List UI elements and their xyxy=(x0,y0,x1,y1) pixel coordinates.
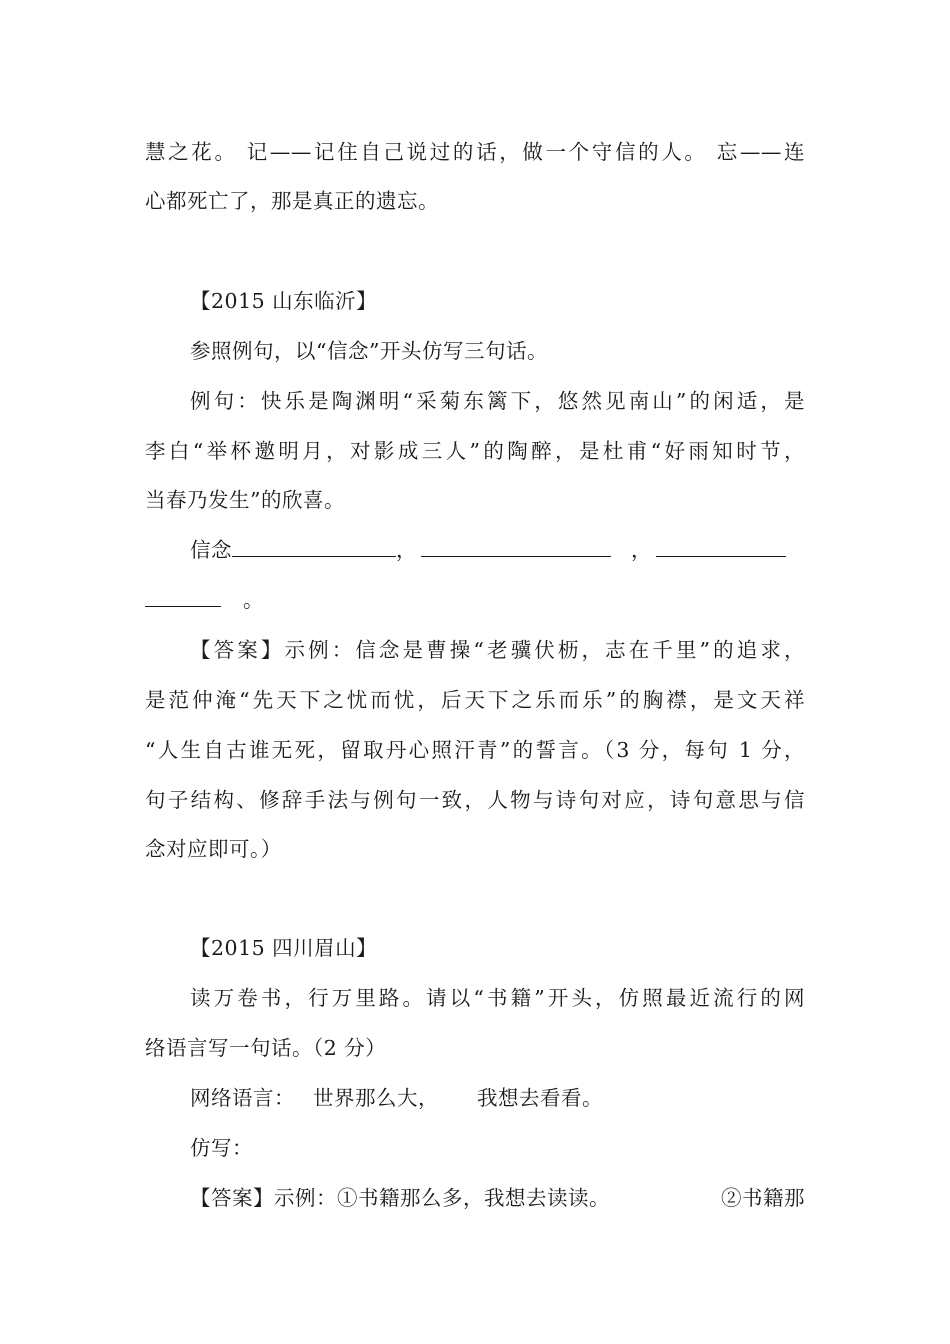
q1-fill-in-line xyxy=(190,536,805,564)
q1-fill-continuation xyxy=(145,586,805,614)
q1-answer-line-1: 【答案】示例：信念是曹操“老骥伏枥，志在千里”的追求， xyxy=(190,638,805,662)
answer-part-1: 【答案】示例：①书籍那么多，我想去读读。 xyxy=(190,1186,610,1210)
q2-network-language xyxy=(190,1084,805,1112)
q1-example-line-3: 当春乃发生”的欣喜。 xyxy=(145,488,345,512)
fill-blank-3-continued[interactable] xyxy=(145,586,221,607)
network-part-1: 世界那么大， xyxy=(313,1086,439,1110)
q1-prompt: 参照例句，以“信念”开头仿写三句话。 xyxy=(190,339,548,363)
q2-answer-line xyxy=(190,1184,805,1212)
q1-answer-line-3: “人生自古谁无死，留取丹心照汗青”的誓言。（3 分，每句 1 分， xyxy=(145,738,805,762)
intro-line-1: 慧之花。 记——记住自己说过的话，做一个守信的人。 忘——连 xyxy=(145,140,805,164)
q2-imitate-label: 仿写： xyxy=(190,1136,253,1160)
fill-comma-1: ， xyxy=(396,538,417,562)
q2-prompt-line-1: 读万卷书，行万里路。请以“书籍”开头，仿照最近流行的网 xyxy=(190,986,805,1010)
q2-heading: 【2015 四川眉山】 xyxy=(190,936,378,960)
q1-example-line-1: 例句：快乐是陶渊明“采菊东篱下，悠然见南山”的闲适，是 xyxy=(190,389,805,413)
intro-line-2: 心都死亡了，那是真正的遗忘。 xyxy=(145,189,439,213)
fill-blank-1[interactable] xyxy=(232,536,396,557)
fill-blank-3[interactable] xyxy=(656,536,786,557)
q1-example-line-2: 李白“举杯邀明月，对影成三人”的陶醉，是杜甫“好雨知时节， xyxy=(145,439,805,463)
q1-answer-line-5: 念对应即可。） xyxy=(145,837,282,861)
network-label: 网络语言： xyxy=(190,1086,295,1110)
fill-end-period: 。 xyxy=(243,588,264,612)
network-part-2: 我想去看看。 xyxy=(477,1086,603,1110)
fill-blank-2[interactable] xyxy=(421,536,611,557)
q1-answer-line-4: 句子结构、修辞手法与例句一致，人物与诗句对应，诗句意思与信 xyxy=(145,788,805,812)
answer-part-2: ②书籍那 xyxy=(721,1186,805,1210)
fill-start-text: 信念 xyxy=(190,538,232,562)
q2-prompt-line-2: 络语言写一句话。（2 分） xyxy=(145,1036,387,1060)
q1-answer-line-2: 是范仲淹“先天下之忧而忧，后天下之乐而乐”的胸襟，是文天祥 xyxy=(145,688,805,712)
q1-heading: 【2015 山东临沂】 xyxy=(190,289,378,313)
fill-comma-2: ， xyxy=(631,538,652,562)
